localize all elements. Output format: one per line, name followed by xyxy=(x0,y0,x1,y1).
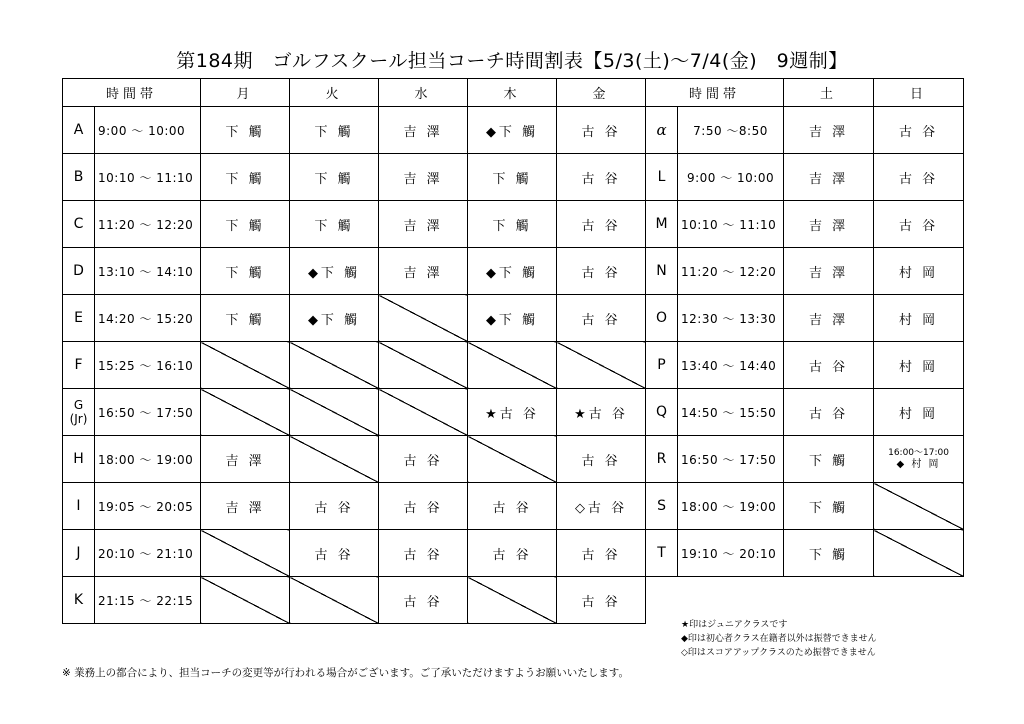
coach-cell: 吉 澤 xyxy=(201,436,290,483)
coach-cell: 古 谷 xyxy=(557,577,646,624)
header-weekend-timeslot: 時間帯 xyxy=(646,79,784,107)
slot-code: D xyxy=(63,248,95,295)
table-row xyxy=(63,201,964,248)
empty-slot-cell xyxy=(290,577,379,624)
coach-cell: 古 谷 xyxy=(557,436,646,483)
slot-time: 11:20 ～ 12:20 xyxy=(95,201,201,248)
empty-slot-cell xyxy=(201,389,290,436)
coach-cell: 古 谷 xyxy=(784,342,874,389)
coach-cell: 村 岡 xyxy=(874,389,964,436)
coach-cell: 下 觸 xyxy=(201,107,290,154)
slot-time: 14:20 ～ 15:20 xyxy=(95,295,201,342)
coach-cell: 下 觸 xyxy=(784,436,874,483)
slot-time: 16:50 ～ 17:50 xyxy=(678,436,784,483)
table-row xyxy=(63,530,964,577)
coach-cell: 吉 澤 xyxy=(379,201,468,248)
coach-cell: 古 谷 xyxy=(468,483,557,530)
note-junior: ★印はジュニアクラスです xyxy=(681,620,788,630)
coach-cell: 古 谷 xyxy=(557,154,646,201)
coach-cell: 下 觸 xyxy=(468,201,557,248)
coach-cell: 村 岡 xyxy=(874,248,964,295)
slot-time: 9:00 ～ 10:00 xyxy=(95,107,201,154)
header-sunday: 日 xyxy=(874,79,964,107)
header-tuesday: 火 xyxy=(290,79,379,107)
header-timeslot: 時間帯 xyxy=(63,79,201,107)
empty-slot-cell xyxy=(290,342,379,389)
coach-cell: 古 谷 xyxy=(557,295,646,342)
table-row xyxy=(63,248,964,295)
slot-code: N xyxy=(646,248,678,295)
coach-cell: 下 觸 xyxy=(290,201,379,248)
table-row xyxy=(63,483,964,530)
empty-slot-cell xyxy=(201,342,290,389)
empty-slot-cell xyxy=(290,389,379,436)
footer-disclaimer: ※ 業務上の都合により、担当コーチの変更等が行われる場合がございます。ご了承いただけますようお願いいたします。 xyxy=(62,667,629,679)
slot-time: 12:30 ～ 13:30 xyxy=(678,295,784,342)
empty-slot-cell xyxy=(379,342,468,389)
slot-time: 21:15 ～ 22:15 xyxy=(95,577,201,624)
coach-cell: ◆下 觸 xyxy=(468,295,557,342)
coach-cell: 下 觸 xyxy=(201,154,290,201)
coach-cell: 吉 澤 xyxy=(379,248,468,295)
slot-code: S xyxy=(646,483,678,530)
coach-cell: 吉 澤 xyxy=(379,107,468,154)
header-thursday: 木 xyxy=(468,79,557,107)
empty-slot-cell xyxy=(468,342,557,389)
coach-cell: 下 觸 xyxy=(290,107,379,154)
coach-cell: 古 谷 xyxy=(557,201,646,248)
empty-slot-cell xyxy=(874,530,964,577)
slot-code: O xyxy=(646,295,678,342)
slot-code: C xyxy=(63,201,95,248)
slot-time: 19:05 ～ 20:05 xyxy=(95,483,201,530)
slot-time: 18:00 ～ 19:00 xyxy=(95,436,201,483)
special-time: 16:00～17:00 xyxy=(888,447,949,458)
note-beginner: ◆印は初心者クラス在籍者以外は振替できません xyxy=(681,634,877,644)
slot-time: 15:25 ～ 16:10 xyxy=(95,342,201,389)
slot-code: E xyxy=(63,295,95,342)
coach-cell: 古 谷 xyxy=(874,107,964,154)
coach-cell: 吉 澤 xyxy=(784,154,874,201)
empty-slot-cell xyxy=(468,577,557,624)
slot-code: G (Jr) xyxy=(63,389,95,436)
empty-slot-cell xyxy=(201,577,290,624)
empty-slot-cell xyxy=(379,389,468,436)
slot-time: 7:50 ～8:50 xyxy=(678,107,784,154)
slot-code: A xyxy=(63,107,95,154)
table-row xyxy=(63,295,964,342)
empty-slot-cell xyxy=(379,295,468,342)
slot-code: H xyxy=(63,436,95,483)
coach-cell: 古 谷 xyxy=(379,577,468,624)
slot-code: α xyxy=(646,107,678,154)
coach-cell: 古 谷 xyxy=(468,530,557,577)
slot-time: 10:10 ～ 11:10 xyxy=(678,201,784,248)
page-title: 第184期 ゴルフスクール担当コーチ時間割表【5/3(土)～7/4(金) 9週制】 xyxy=(176,50,848,72)
table-row xyxy=(63,577,964,624)
slot-time: 13:40 ～ 14:40 xyxy=(678,342,784,389)
coach-cell: 古 谷 xyxy=(784,389,874,436)
header-monday: 月 xyxy=(201,79,290,107)
slot-code: Q xyxy=(646,389,678,436)
coach-cell: 吉 澤 xyxy=(784,201,874,248)
slot-code: I xyxy=(63,483,95,530)
coach-cell: 吉 澤 xyxy=(784,295,874,342)
note-scoreup: ◇印はスコアアップクラスのため振替できません xyxy=(681,648,876,658)
coach-cell: 古 谷 xyxy=(874,201,964,248)
coach-cell: ◆下 觸 xyxy=(468,248,557,295)
header-saturday: 土 xyxy=(784,79,874,107)
slot-time: 14:50 ～ 15:50 xyxy=(678,389,784,436)
coach-cell: ★古 谷 xyxy=(557,389,646,436)
header-row xyxy=(63,79,964,107)
coach-cell: 村 岡 xyxy=(874,342,964,389)
coach-cell: 古 谷 xyxy=(557,248,646,295)
slot-code: F xyxy=(63,342,95,389)
slot-code: R xyxy=(646,436,678,483)
slot-code: L xyxy=(646,154,678,201)
coach-cell: 下 觸 xyxy=(784,483,874,530)
slot-time: 13:10 ～ 14:10 xyxy=(95,248,201,295)
empty-slot-cell xyxy=(874,483,964,530)
slot-time: 10:10 ～ 11:10 xyxy=(95,154,201,201)
coach-cell: 下 觸 xyxy=(468,154,557,201)
slot-code: J xyxy=(63,530,95,577)
slot-time: 18:00 ～ 19:00 xyxy=(678,483,784,530)
coach-cell: 下 觸 xyxy=(784,530,874,577)
empty-slot-cell xyxy=(201,530,290,577)
coach-cell: 古 谷 xyxy=(290,483,379,530)
slot-time: 20:10 ～ 21:10 xyxy=(95,530,201,577)
schedule-table xyxy=(62,78,964,624)
coach-cell: 村 岡 xyxy=(874,295,964,342)
slot-code: T xyxy=(646,530,678,577)
slot-code: B xyxy=(63,154,95,201)
header-wednesday: 水 xyxy=(379,79,468,107)
coach-cell: ◇古 谷 xyxy=(557,483,646,530)
coach-cell: ◆下 觸 xyxy=(290,248,379,295)
coach-cell: 吉 澤 xyxy=(379,154,468,201)
coach-cell: 下 觸 xyxy=(201,295,290,342)
slot-time: 19:10 ～ 20:10 xyxy=(678,530,784,577)
coach-cell: 吉 澤 xyxy=(201,483,290,530)
empty-slot-cell xyxy=(468,436,557,483)
coach-cell: 下 觸 xyxy=(201,201,290,248)
table-row xyxy=(63,107,964,154)
table-row xyxy=(63,342,964,389)
coach-cell: 古 谷 xyxy=(379,483,468,530)
coach-cell: ◆下 觸 xyxy=(468,107,557,154)
coach-cell: 古 谷 xyxy=(290,530,379,577)
coach-cell: 吉 澤 xyxy=(784,248,874,295)
legend-notes xyxy=(681,618,877,660)
coach-cell: ★古 谷 xyxy=(468,389,557,436)
coach-cell: 古 谷 xyxy=(557,530,646,577)
header-friday: 金 xyxy=(557,79,646,107)
coach-cell: 吉 澤 xyxy=(784,107,874,154)
slot-code: K xyxy=(63,577,95,624)
coach-cell: 古 谷 xyxy=(379,436,468,483)
sunday-special-cell xyxy=(874,436,964,483)
coach-cell: 古 谷 xyxy=(557,107,646,154)
empty-slot-cell xyxy=(557,342,646,389)
table-row xyxy=(63,436,964,483)
coach-cell: ◆下 觸 xyxy=(290,295,379,342)
coach-cell: 下 觸 xyxy=(201,248,290,295)
coach-cell: 下 觸 xyxy=(290,154,379,201)
table-row xyxy=(63,154,964,201)
blank-area xyxy=(646,577,964,624)
table-row xyxy=(63,389,964,436)
coach-cell: 古 谷 xyxy=(379,530,468,577)
slot-time: 16:50 ～ 17:50 xyxy=(95,389,201,436)
coach-cell: 古 谷 xyxy=(874,154,964,201)
empty-slot-cell xyxy=(290,436,379,483)
slot-code: M xyxy=(646,201,678,248)
slot-time: 11:20 ～ 12:20 xyxy=(678,248,784,295)
slot-code: P xyxy=(646,342,678,389)
slot-time: 9:00 ～ 10:00 xyxy=(678,154,784,201)
special-coach: ◆ 村 岡 xyxy=(896,458,941,470)
